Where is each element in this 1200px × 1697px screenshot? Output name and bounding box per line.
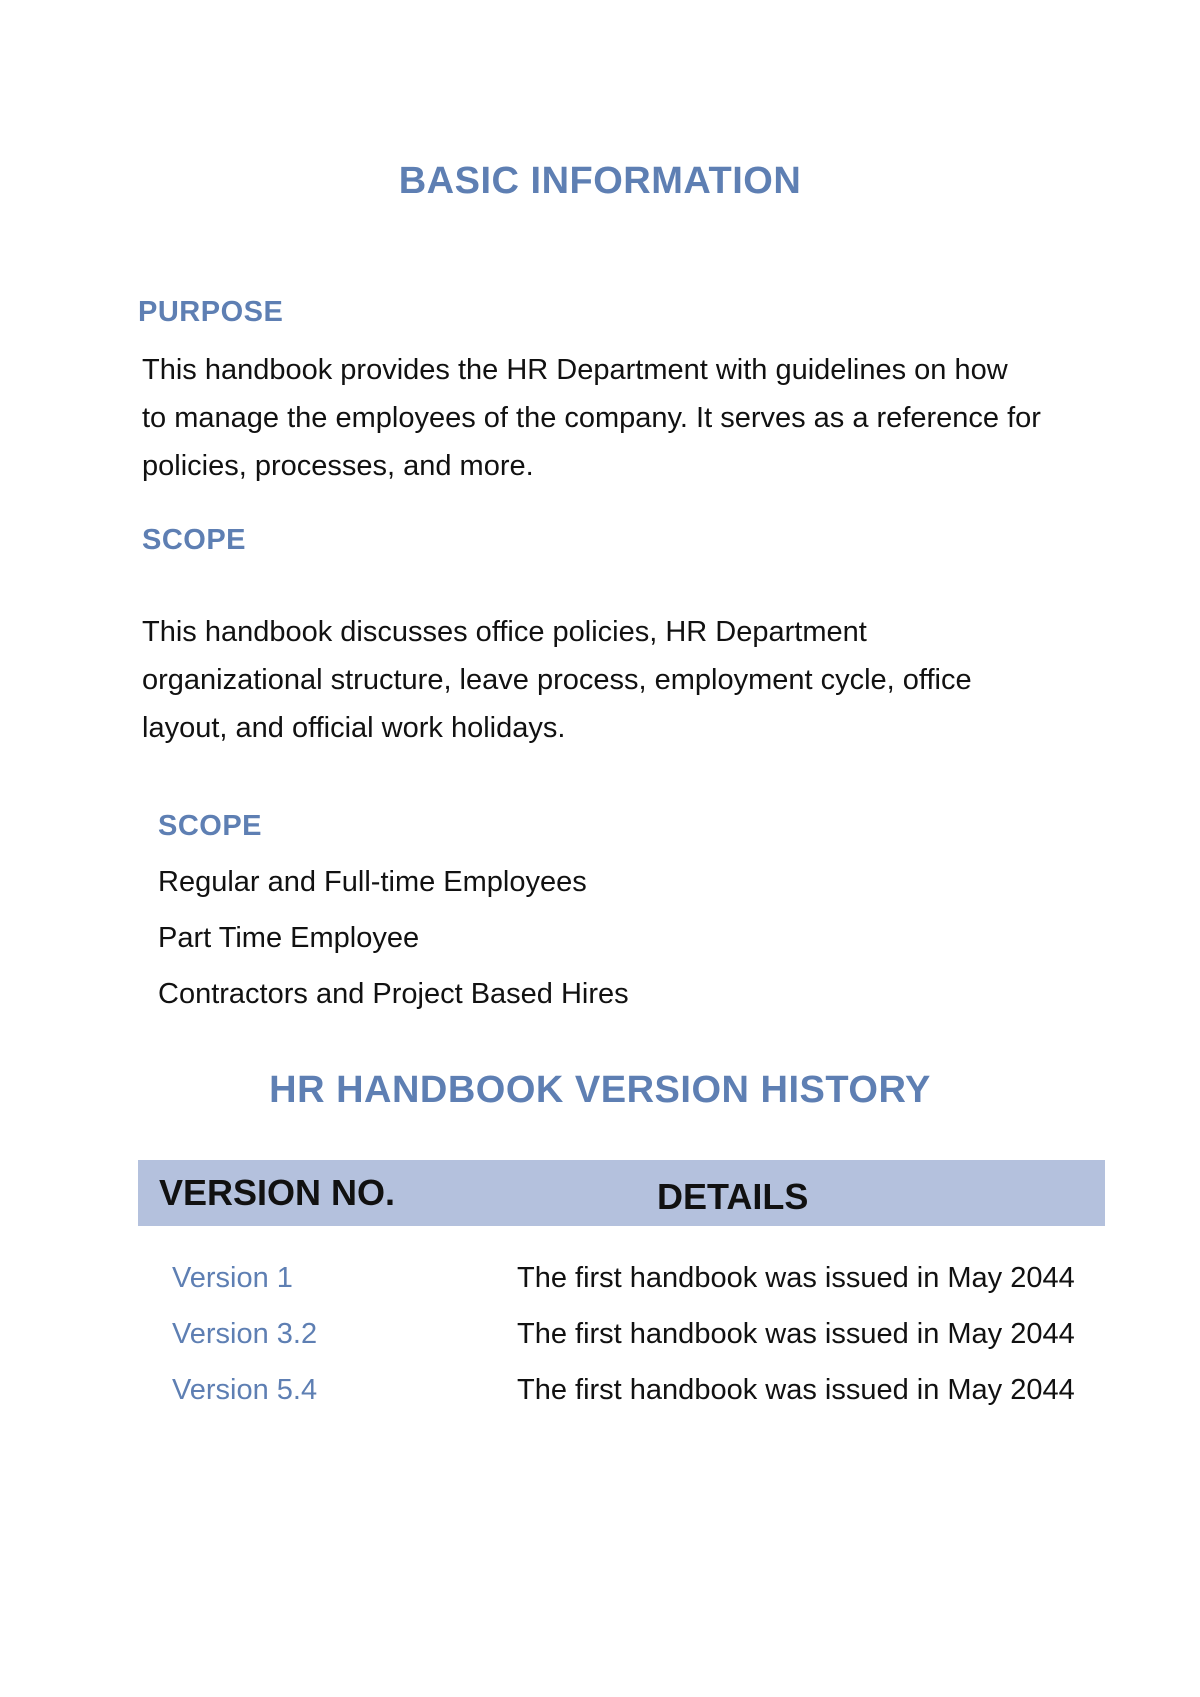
details-cell: The first handbook was issued in May 2044 xyxy=(517,1262,1075,1294)
scope-line: layout, and official work holidays. xyxy=(142,712,566,744)
scope-line: organizational structure, leave process, employment cycle, office xyxy=(142,664,972,696)
version-history-title: HR HANDBOOK VERSION HISTORY xyxy=(269,1069,931,1111)
scope-list-heading: SCOPE xyxy=(158,810,263,842)
purpose-line: to manage the employees of the company. It serves as a reference for xyxy=(142,402,1041,434)
purpose-paragraph xyxy=(142,346,1142,490)
list-item: Part Time Employee xyxy=(158,922,420,954)
purpose-line: policies, processes, and more. xyxy=(142,450,534,482)
list-item: Regular and Full-time Employees xyxy=(158,866,587,898)
scope-line: This handbook discusses office policies, HR Department xyxy=(142,616,867,648)
purpose-line: This handbook provides the HR Department with guidelines on how xyxy=(142,354,1008,386)
details-column-header: DETAILS xyxy=(657,1176,809,1217)
page-title: BASIC INFORMATION xyxy=(398,160,802,202)
version-cell: Version 1 xyxy=(172,1262,293,1294)
purpose-heading: PURPOSE xyxy=(138,296,284,328)
list-item: Contractors and Project Based Hires xyxy=(158,978,629,1010)
version-cell: Version 3.2 xyxy=(172,1318,318,1350)
details-cell: The first handbook was issued in May 2044 xyxy=(517,1374,1075,1406)
scope-heading: SCOPE xyxy=(142,524,247,556)
version-table-header xyxy=(138,1160,1105,1226)
version-cell: Version 5.4 xyxy=(172,1374,318,1406)
details-cell: The first handbook was issued in May 2044 xyxy=(517,1318,1075,1350)
version-column-header: VERSION NO. xyxy=(159,1172,396,1213)
scope-paragraph xyxy=(142,608,1142,752)
scope-list xyxy=(158,862,629,1014)
